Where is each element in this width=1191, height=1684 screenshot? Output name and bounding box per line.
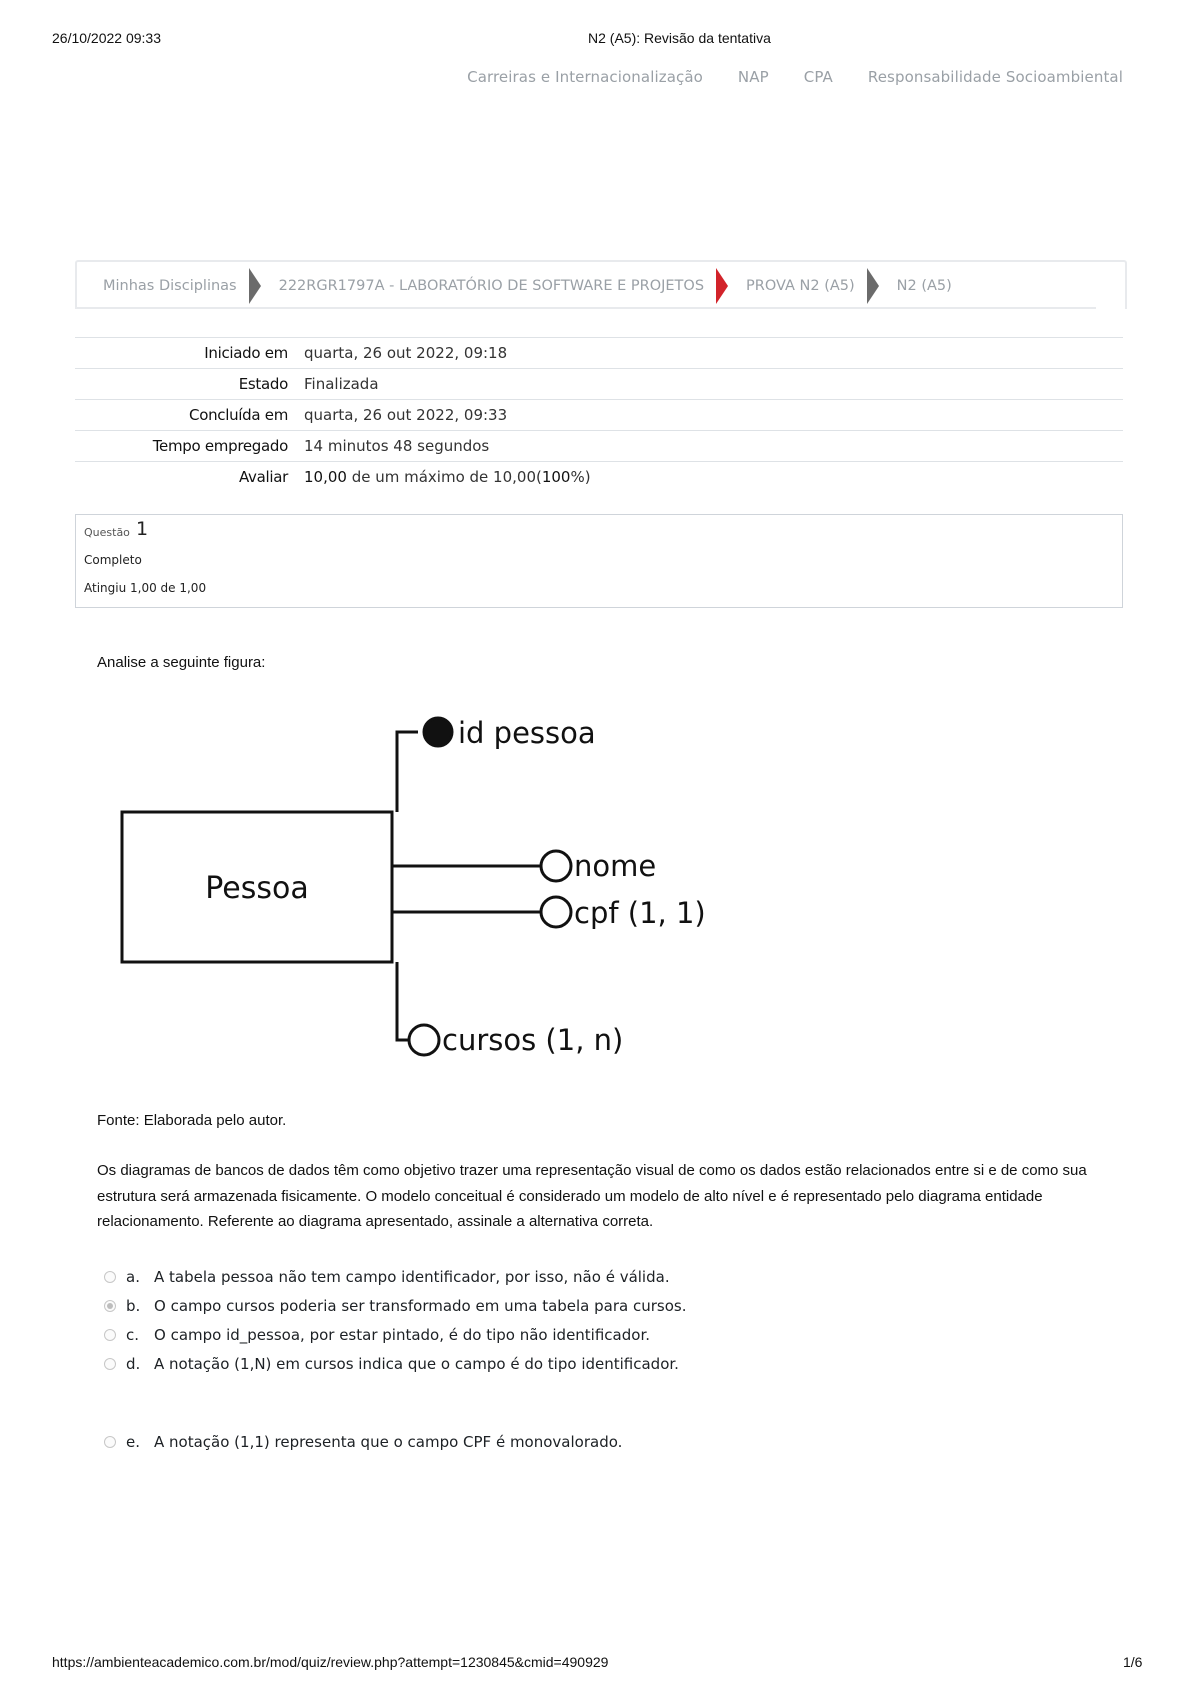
connector-cursos	[397, 962, 410, 1040]
answer-letter: a.	[126, 1267, 140, 1286]
question-info-box	[75, 514, 1123, 608]
answer-letter: c.	[126, 1325, 140, 1344]
nav-link-cpa[interactable]: CPA	[803, 68, 833, 86]
answer-text: O campo id_pessoa, por estar pintado, é do tipo não identificador.	[154, 1325, 650, 1344]
answer-text: A notação (1,1) representa que o campo CPF é monovalorado.	[154, 1432, 623, 1451]
summary-label: Iniciado em	[204, 344, 288, 362]
top-navigation	[432, 68, 1123, 86]
summary-value: quarta, 26 out 2022, 09:33	[304, 406, 508, 424]
answer-text: A notação (1,N) em cursos indica que o campo é do tipo identificador.	[154, 1354, 679, 1373]
radio-button[interactable]	[104, 1436, 116, 1448]
attribute-label-cpf: cpf (1, 1)	[574, 896, 706, 930]
nav-link-carreiras[interactable]: Carreiras e Internacionalização	[467, 68, 703, 86]
question-grade: Atingiu 1,00 de 1,00	[84, 581, 207, 595]
print-datetime: 26/10/2022 09:33	[52, 30, 161, 46]
summary-value: 14 minutos 48 segundos	[304, 437, 490, 455]
summary-row	[75, 338, 1123, 369]
radio-button-checked[interactable]	[104, 1300, 116, 1312]
breadcrumb-separator-icon	[867, 268, 879, 304]
summary-label: Concluída em	[189, 406, 288, 424]
grade-end: %)	[570, 468, 591, 486]
nav-link-nap[interactable]: NAP	[737, 68, 769, 86]
answer-text: A tabela pessoa não tem campo identificador, por isso, não é válida.	[154, 1267, 670, 1286]
attempt-summary-table	[75, 337, 1123, 492]
print-page-title: N2 (A5): Revisão da tentativa	[588, 30, 771, 46]
answer-option-e[interactable]	[104, 1427, 686, 1456]
print-url: https://ambienteacademico.com.br/mod/quiz/review.php?attempt=1230845&cmid=490929	[52, 1654, 609, 1670]
summary-value: Finalizada	[304, 375, 379, 393]
radio-button[interactable]	[104, 1358, 116, 1370]
answer-letter: b.	[126, 1296, 141, 1315]
radio-button[interactable]	[104, 1271, 116, 1283]
question-intro: Analise a seguinte figura:	[97, 654, 266, 671]
summary-row-grade	[75, 462, 1123, 493]
answer-text: O campo cursos poderia ser transformado em uma tabela para cursos.	[154, 1296, 687, 1315]
summary-row	[75, 431, 1123, 462]
attribute-icon	[541, 851, 571, 881]
answer-options	[104, 1262, 686, 1456]
grade-middle: de um máximo de 10,00(	[346, 468, 542, 486]
answer-option-c[interactable]	[104, 1320, 686, 1349]
attribute-icon	[541, 897, 571, 927]
breadcrumb-divider	[75, 307, 1096, 309]
attribute-label-id: id pessoa	[458, 716, 596, 750]
answer-option-a[interactable]	[104, 1262, 686, 1291]
question-number: 1	[136, 518, 149, 540]
breadcrumb-separator-icon	[716, 268, 728, 304]
breadcrumb-separator-icon	[249, 268, 261, 304]
breadcrumb-item-prova[interactable]: PROVA N2 (A5)	[746, 278, 855, 294]
question-state: Completo	[84, 553, 142, 567]
grade-score: 10,00	[304, 468, 347, 486]
attribute-icon	[409, 1025, 439, 1055]
question-number-label: Questão	[84, 526, 130, 539]
connector-id	[397, 732, 418, 812]
breadcrumb-item-minhas-disciplinas[interactable]: Minhas Disciplinas	[103, 278, 237, 294]
summary-grade-value	[288, 462, 1123, 493]
answer-option-d[interactable]	[104, 1349, 686, 1378]
breadcrumb	[103, 270, 952, 302]
print-page-number: 1/6	[1123, 1654, 1143, 1670]
nav-link-responsabilidade[interactable]: Responsabilidade Socioambiental	[867, 68, 1123, 86]
grade-percent: 100	[541, 468, 571, 486]
identifier-attribute-icon	[424, 718, 452, 746]
entity-label: Pessoa	[205, 871, 309, 906]
attribute-label-cursos: cursos (1, n)	[442, 1023, 624, 1057]
summary-label: Estado	[238, 375, 288, 393]
answer-letter: d.	[126, 1354, 141, 1373]
question-text: Os diagramas de bancos de dados têm como objetivo trazer uma representação visual de como os dados estão relacionados entre si e de como sua estrutura será armazenada fisicamente. O modelo conceitual é considerado um modelo de alto nível e é representado pelo diagrama entidade relacionamento. Referente ao diagrama apresentado, assinale a alternativa correta.	[97, 1162, 1087, 1230]
radio-button[interactable]	[104, 1329, 116, 1341]
breadcrumb-item-quiz[interactable]: N2 (A5)	[896, 278, 952, 294]
answer-option-b[interactable]	[104, 1291, 686, 1320]
summary-label: Tempo empregado	[152, 437, 288, 455]
answer-letter: e.	[126, 1432, 140, 1451]
attribute-label-nome: nome	[574, 849, 657, 883]
er-diagram	[110, 700, 750, 1080]
breadcrumb-item-course[interactable]: 222RGR1797A - LABORATÓRIO DE SOFTWARE E PROJETOS	[278, 278, 705, 294]
summary-row	[75, 369, 1123, 400]
summary-row	[75, 400, 1123, 431]
summary-label: Avaliar	[238, 468, 288, 486]
figure-source: Fonte: Elaborada pelo autor.	[97, 1112, 287, 1129]
summary-value: quarta, 26 out 2022, 09:18	[304, 344, 508, 362]
